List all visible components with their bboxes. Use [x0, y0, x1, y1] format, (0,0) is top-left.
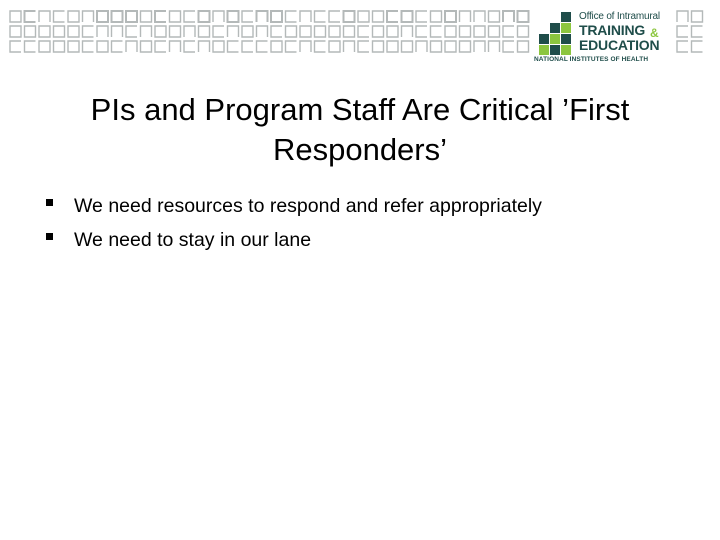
pattern-square [228, 26, 239, 37]
pattern-square [126, 41, 137, 52]
pattern-square [358, 26, 369, 37]
pattern-square [402, 26, 413, 37]
logo-education-text: EDUCATION [579, 37, 660, 53]
pattern-square [431, 41, 442, 52]
pattern-square [445, 41, 456, 52]
logo-squares-icon [534, 10, 580, 56]
pattern-square [83, 11, 94, 22]
pattern-square [83, 41, 94, 52]
pattern-square [329, 41, 340, 52]
pattern-square [39, 41, 50, 52]
pattern-square [54, 26, 65, 37]
pattern-square [54, 41, 65, 52]
pattern-square [431, 26, 442, 37]
pattern-square [489, 41, 500, 52]
pattern-square [112, 11, 123, 22]
logo-office-text: Office of Intramural [579, 11, 660, 22]
pattern-square [344, 11, 355, 22]
pattern-square [54, 11, 65, 22]
pattern-square [170, 41, 181, 52]
pattern-square [141, 26, 152, 37]
pattern-square [315, 11, 326, 22]
pattern-square [213, 11, 224, 22]
pattern-square [387, 41, 398, 52]
pattern-square [155, 26, 166, 37]
pattern-square [228, 41, 239, 52]
pattern-square [416, 26, 427, 37]
pattern-square [387, 11, 398, 22]
pattern-square [199, 26, 210, 37]
pattern-square [25, 11, 36, 22]
pattern-square [126, 26, 137, 37]
pattern-square [242, 26, 253, 37]
pattern-square [358, 41, 369, 52]
pattern-square [445, 11, 456, 22]
pattern-square [271, 26, 282, 37]
pattern-square [141, 41, 152, 52]
bullet-item [44, 227, 694, 261]
pattern-square [518, 26, 529, 37]
square-bullet-icon [46, 199, 53, 206]
pattern-square [677, 11, 688, 22]
pattern-square [184, 26, 195, 37]
pattern-square [213, 26, 224, 37]
pattern-square [213, 41, 224, 52]
pattern-square [692, 41, 703, 52]
pattern-square [68, 26, 79, 37]
pattern-square [518, 41, 529, 52]
pattern-square [344, 41, 355, 52]
pattern-square [97, 11, 108, 22]
pattern-square [286, 26, 297, 37]
pattern-square [460, 11, 471, 22]
pattern-square [257, 26, 268, 37]
pattern-square [474, 26, 485, 37]
pattern-square [286, 41, 297, 52]
pattern-square [97, 26, 108, 37]
pattern-square [257, 41, 268, 52]
pattern-square [286, 11, 297, 22]
bullet-text: We need resources to respond and refer appropriately [74, 195, 542, 217]
bullet-item [44, 193, 694, 227]
pattern-square [112, 41, 123, 52]
pattern-square [10, 26, 21, 37]
pattern-square [170, 11, 181, 22]
pattern-square [329, 11, 340, 22]
pattern-square [677, 26, 688, 37]
pattern-square [416, 41, 427, 52]
pattern-square [155, 11, 166, 22]
pattern-square [373, 26, 384, 37]
pattern-square [126, 11, 137, 22]
pattern-square [489, 11, 500, 22]
training-education-logo [534, 10, 666, 64]
pattern-square [387, 26, 398, 37]
pattern-square [242, 11, 253, 22]
pattern-square [39, 26, 50, 37]
pattern-square [10, 41, 21, 52]
pattern-square [489, 26, 500, 37]
pattern-square [358, 11, 369, 22]
pattern-square [184, 11, 195, 22]
pattern-square [141, 11, 152, 22]
pattern-square [692, 26, 703, 37]
pattern-square [300, 41, 311, 52]
pattern-square [170, 26, 181, 37]
pattern-square [199, 41, 210, 52]
pattern-square [431, 11, 442, 22]
pattern-square [25, 26, 36, 37]
bullet-list [44, 193, 694, 261]
pattern-square [83, 26, 94, 37]
pattern-square [373, 11, 384, 22]
pattern-square [228, 11, 239, 22]
slide-title: PIs and Program Staff Are Critical ’First Responders’ [90, 92, 630, 167]
pattern-square [68, 11, 79, 22]
pattern-square [242, 41, 253, 52]
pattern-square [271, 41, 282, 52]
square-bullet-icon [46, 233, 53, 240]
pattern-square [677, 41, 688, 52]
pattern-square [315, 41, 326, 52]
pattern-square [692, 11, 703, 22]
pattern-square [199, 11, 210, 22]
pattern-square [315, 26, 326, 37]
pattern-square [271, 11, 282, 22]
pattern-square [474, 11, 485, 22]
logo-training-text: TRAINING [579, 22, 646, 38]
pattern-square [402, 11, 413, 22]
pattern-square [474, 41, 485, 52]
pattern-square [10, 11, 21, 22]
pattern-square [373, 41, 384, 52]
pattern-square [300, 26, 311, 37]
pattern-square [97, 41, 108, 52]
pattern-square [402, 41, 413, 52]
pattern-square [155, 41, 166, 52]
logo-nih-text: NATIONAL INSTITUTES OF HEALTH [534, 56, 649, 63]
pattern-square [460, 26, 471, 37]
pattern-square [39, 11, 50, 22]
pattern-square [112, 26, 123, 37]
logo-ampersand: & [650, 26, 659, 40]
pattern-square [300, 11, 311, 22]
pattern-square [460, 41, 471, 52]
pattern-square [503, 41, 514, 52]
pattern-square [329, 26, 340, 37]
pattern-square [184, 41, 195, 52]
pattern-square [25, 41, 36, 52]
pattern-square [518, 11, 529, 22]
pattern-square [503, 11, 514, 22]
pattern-square [416, 11, 427, 22]
pattern-square [68, 41, 79, 52]
pattern-square [503, 26, 514, 37]
pattern-square [445, 26, 456, 37]
pattern-square [257, 11, 268, 22]
bullet-text: We need to stay in our lane [74, 229, 312, 251]
pattern-square [344, 26, 355, 37]
